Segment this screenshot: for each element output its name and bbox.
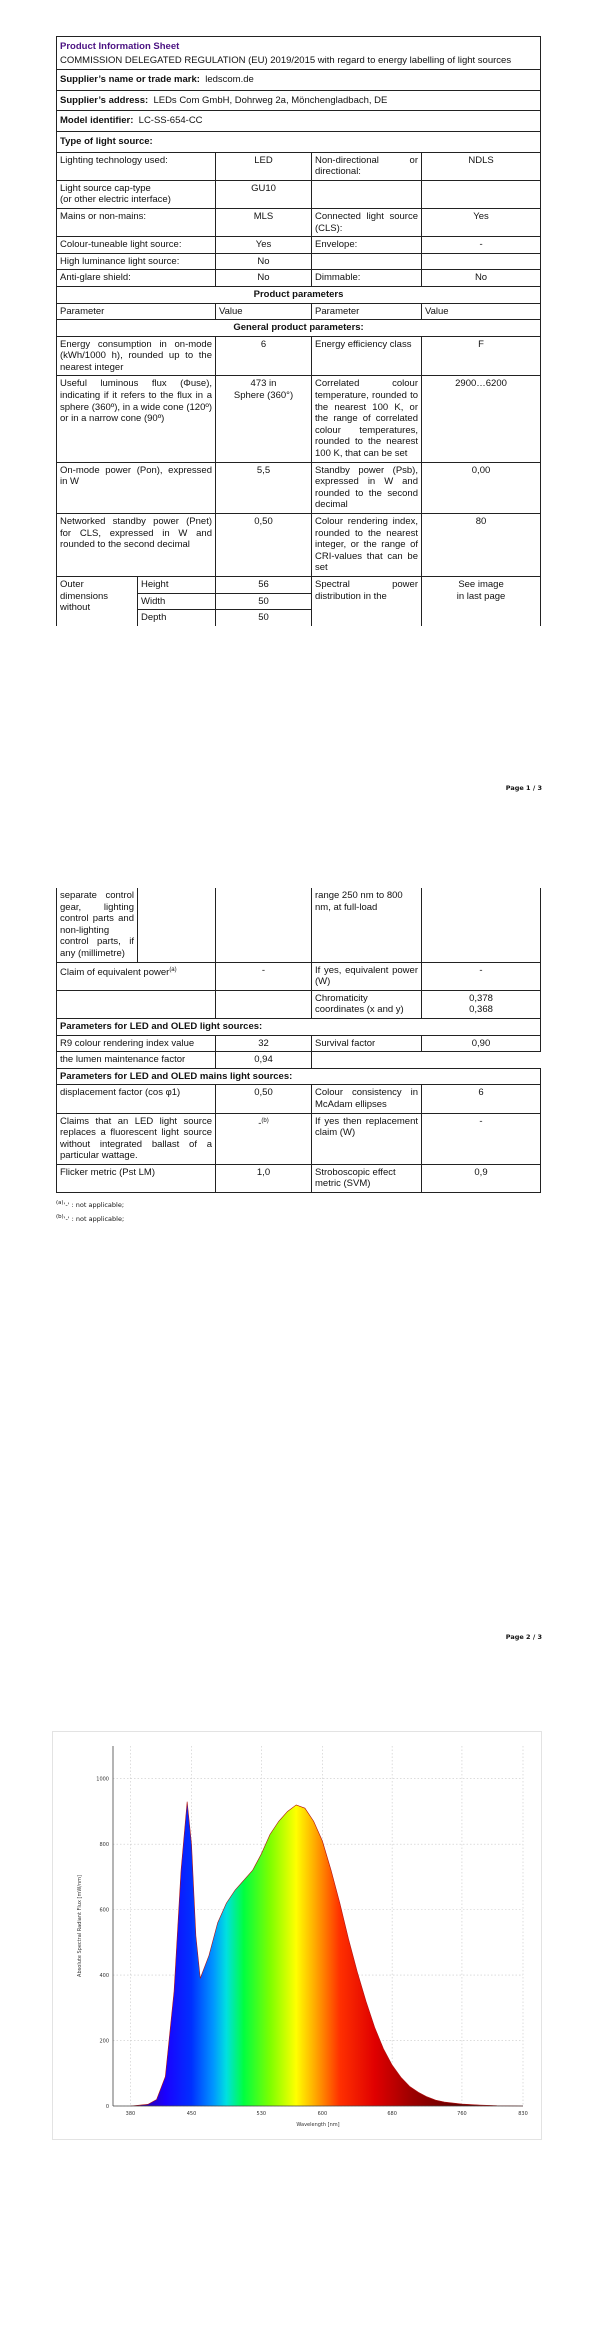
survival-label: Survival factor — [312, 1035, 422, 1052]
supplier-name-row — [57, 70, 541, 91]
table-row — [57, 152, 541, 180]
empty-cell — [312, 1052, 541, 1069]
dimmable-label: Dimmable: — [312, 270, 422, 287]
equivalent-power-label — [57, 962, 216, 990]
note-mark-a: (a) — [169, 966, 177, 973]
displacement-label: displacement factor (cos φ1) — [57, 1085, 216, 1113]
equivalent-if-value: - — [422, 962, 541, 990]
colour-tune-label: Colour-tuneable light source: — [57, 237, 216, 254]
footnote-a-mark: (a) — [56, 1200, 64, 1207]
y-tick-label: 600 — [99, 1907, 109, 1914]
chromaticity-x: 0,378 — [469, 992, 493, 1004]
x-tick-label: 380 — [125, 2111, 136, 2117]
x-tick-label: 450 — [186, 2111, 197, 2117]
table-row — [57, 270, 541, 287]
colour-tune-value: Yes — [216, 237, 312, 254]
col-parameter: Parameter — [57, 303, 216, 320]
y-tick-label: 400 — [99, 1973, 109, 1980]
footnote-b-text: '-' : not applicable; — [63, 1215, 125, 1224]
table-row — [57, 462, 541, 513]
outer-dimensions-label: Outer dimensions without — [57, 576, 138, 625]
regulation-text: COMMISSION DELEGATED REGULATION (EU) 2019/2015 with regard to energy labelling of light sources — [57, 53, 541, 70]
table-row — [57, 1035, 541, 1052]
col-value: Value — [422, 303, 541, 320]
info-sheet-page-2 — [56, 888, 540, 1225]
envelope-label: Envelope: — [312, 237, 422, 254]
table-row — [57, 208, 541, 236]
supplier-address-label: Supplier’s address: — [60, 94, 149, 106]
cap-type-label — [57, 180, 216, 208]
cls-label: Connected light source (CLS): — [312, 208, 422, 236]
supplier-name-label: Supplier’s name or trade mark: — [60, 74, 200, 86]
cri-value: 80 — [422, 514, 541, 577]
depth-label: Depth — [138, 610, 216, 626]
cct-value: 2900…6200 — [422, 376, 541, 462]
empty-cell — [422, 253, 541, 270]
table-row — [57, 990, 541, 1018]
lighting-tech-label: Lighting technology used: — [57, 152, 216, 180]
survival-value: 0,90 — [422, 1035, 541, 1052]
table-row — [57, 576, 541, 593]
dimmable-value: No — [422, 270, 541, 287]
spd-label-continued: range 250 nm to 800 nm, at full-load — [312, 888, 422, 962]
table-row — [57, 336, 541, 376]
x-axis-label: Wavelength [nm] — [296, 2122, 340, 2128]
flicker-value: 1,0 — [216, 1164, 312, 1192]
col-parameter: Parameter — [312, 303, 422, 320]
footnote-a-text: '-' : not applicable; — [63, 1201, 125, 1210]
equivalent-power-text: Claim of equivalent power — [60, 966, 170, 978]
table-row — [57, 1113, 541, 1164]
sheet-title: Product Information Sheet — [57, 37, 541, 53]
table-row — [57, 888, 541, 962]
flux-value-line-2: Sphere (360°) — [233, 390, 294, 402]
equivalent-if-label: If yes, equivalent power (W) — [312, 962, 422, 990]
claims-dash: - — [258, 1117, 262, 1129]
cap-type-value: GU10 — [216, 180, 312, 208]
spd-value-line-1: See image — [458, 578, 504, 590]
net-standby-value: 0,50 — [216, 514, 312, 577]
info-sheet-page-1 — [56, 36, 540, 626]
x-tick-label: 760 — [457, 2111, 467, 2117]
cri-label: Colour rendering index, rounded to the nearest integer, or the range of CRI-values that can be set — [312, 514, 422, 577]
empty-cell — [57, 990, 216, 1018]
flux-value-line-1: 473 in — [250, 378, 277, 390]
table-row — [57, 376, 541, 462]
lighting-tech-value: LED — [216, 152, 312, 180]
col-value: Value — [216, 303, 312, 320]
empty-cell — [216, 888, 312, 962]
empty-cell — [312, 180, 422, 208]
spd-label: Spectral power distribution in the — [312, 576, 422, 625]
table-row — [57, 1085, 541, 1113]
supplier-address-row — [57, 90, 541, 111]
luminous-flux-value — [216, 376, 312, 462]
footnote-b-mark: (b) — [56, 1214, 64, 1221]
spd-value — [422, 576, 541, 625]
energy-consumption-label: Energy consumption in on-mode (kWh/1000 h), rounded up to the nearest integer — [57, 336, 216, 376]
height-label: Height — [138, 576, 216, 593]
lumen-maintenance-label: the lumen maintenance factor — [57, 1052, 216, 1069]
cls-value: Yes — [422, 208, 541, 236]
colour-consistency-label: Colour consistency in McAdam ellipses — [312, 1085, 422, 1113]
footnote-b — [56, 1211, 540, 1225]
standby-power-label: Standby power (Psb), expressed in W and rounded to the second decimal — [312, 462, 422, 513]
model-label: Model identifier: — [60, 115, 134, 127]
page-number-1: Page 1 / 3 — [505, 784, 542, 792]
replacement-label: If yes then replacement claim (W) — [312, 1113, 422, 1164]
energy-consumption-value: 6 — [216, 336, 312, 376]
chart-plot-area — [130, 1802, 523, 2106]
high-luminance-label: High luminance light source: — [57, 253, 216, 270]
y-tick-label: 1000 — [96, 1776, 109, 1783]
width-value: 50 — [216, 593, 312, 610]
standby-power-value: 0,00 — [422, 462, 541, 513]
mains-label: Mains or non-mains: — [57, 208, 216, 236]
table-row — [57, 253, 541, 270]
mains-params-header: Parameters for LED and OLED mains light sources: — [57, 1068, 541, 1085]
equivalent-power-value: - — [216, 962, 312, 990]
page-2 — [0, 880, 590, 1680]
chromaticity-y: 0,368 — [469, 1004, 493, 1016]
x-tick-label: 680 — [387, 2111, 397, 2117]
note-mark-b: (b) — [261, 1117, 269, 1124]
chromaticity-label: Chromaticity coordinates (x and y) — [312, 990, 422, 1018]
model-row — [57, 111, 541, 132]
r9-value: 32 — [216, 1035, 312, 1052]
table-row — [57, 1052, 541, 1069]
directional-label: Non-directional or directional: — [312, 152, 422, 180]
colour-consistency-value: 6 — [422, 1085, 541, 1113]
replacement-value: - — [422, 1113, 541, 1164]
page-number-2: Page 2 / 3 — [505, 1633, 542, 1641]
empty-cell — [312, 253, 422, 270]
stroboscopic-label: Stroboscopic effect metric (SVM) — [312, 1164, 422, 1192]
spectrum-chart — [52, 1731, 542, 2140]
product-info-table-page-2 — [56, 888, 541, 1193]
efficiency-class-label: Energy efficiency class — [312, 336, 422, 376]
spectrum-chart-svg — [53, 1732, 541, 2139]
table-row — [57, 1164, 541, 1192]
flicker-label: Flicker metric (Pst LM) — [57, 1164, 216, 1192]
cap-label-line-2: (or other electric interface) — [60, 194, 171, 206]
width-label: Width — [138, 593, 216, 610]
empty-cell — [138, 888, 216, 962]
footnote-a — [56, 1197, 540, 1211]
x-tick-label: 830 — [518, 2111, 528, 2117]
spd-value-line-2: in last page — [456, 590, 506, 602]
y-axis-label: Absolute Spectral Radiant Flux [mW/nm] — [77, 1875, 83, 1977]
column-header-row — [57, 303, 541, 320]
general-params-header: General product parameters: — [57, 320, 541, 337]
stroboscopic-value: 0,9 — [422, 1164, 541, 1192]
y-tick-label: 0 — [105, 2104, 109, 2110]
r9-label: R9 colour rendering index value — [57, 1035, 216, 1052]
directional-value: NDLS — [422, 152, 541, 180]
antiglare-label: Anti-glare shield: — [57, 270, 216, 287]
cct-label: Correlated colour temperature, rounded to the nearest 100 K, or the range of correlated colour temperatures, rounded to the nearest 100 K, that can be set — [312, 376, 422, 462]
supplier-address-value: LEDs Com GmbH, Dohrweg 2a, Mönchengladbach, DE — [153, 94, 388, 106]
outer-dimensions-continued: separate control gear, lighting control parts and non-lighting control parts, if any (millimetre) — [57, 888, 138, 962]
type-header: Type of light source: — [57, 131, 541, 152]
product-params-header: Product parameters — [57, 286, 541, 303]
onmode-power-value: 5,5 — [216, 462, 312, 513]
y-tick-label: 200 — [99, 2038, 109, 2045]
empty-cell — [422, 888, 541, 962]
displacement-value: 0,50 — [216, 1085, 312, 1113]
led-params-header: Parameters for LED and OLED light sources: — [57, 1018, 541, 1035]
supplier-name-value: ledscom.de — [205, 74, 254, 86]
x-tick-label: 530 — [256, 2111, 267, 2117]
x-tick-label: 600 — [317, 2111, 328, 2117]
model-value: LC-SS-654-CC — [138, 115, 203, 127]
spectrum-area — [130, 1802, 523, 2106]
envelope-value: - — [422, 237, 541, 254]
height-value: 56 — [216, 576, 312, 593]
table-row — [57, 237, 541, 254]
efficiency-class-value: F — [422, 336, 541, 376]
y-tick-label: 800 — [99, 1842, 109, 1849]
empty-cell — [422, 180, 541, 208]
onmode-power-label: On-mode power (Pon), expressed in W — [57, 462, 216, 513]
antiglare-value: No — [216, 270, 312, 287]
cap-label-line-1: Light source cap-type — [60, 182, 151, 194]
chromaticity-value — [422, 990, 541, 1018]
depth-value: 50 — [216, 610, 312, 626]
lumen-maintenance-value: 0,94 — [216, 1052, 312, 1069]
claims-value — [216, 1113, 312, 1164]
page-1 — [0, 0, 590, 800]
claims-label: Claims that an LED light source replaces a fluorescent light source without integrated ballast of a particular wattage. — [57, 1113, 216, 1164]
mains-value: MLS — [216, 208, 312, 236]
product-info-table-page-1 — [56, 36, 541, 626]
luminous-flux-label: Useful luminous flux (Φuse), indicating if it refers to the flux in a sphere (360º), in a wide cone (120º) or in a narrow cone (90º) — [57, 376, 216, 462]
empty-cell — [216, 990, 312, 1018]
high-luminance-value: No — [216, 253, 312, 270]
net-standby-label: Networked standby power (Pnet) for CLS, expressed in W and rounded to the second decimal — [57, 514, 216, 577]
table-row — [57, 514, 541, 577]
table-row — [57, 180, 541, 208]
table-row — [57, 962, 541, 990]
